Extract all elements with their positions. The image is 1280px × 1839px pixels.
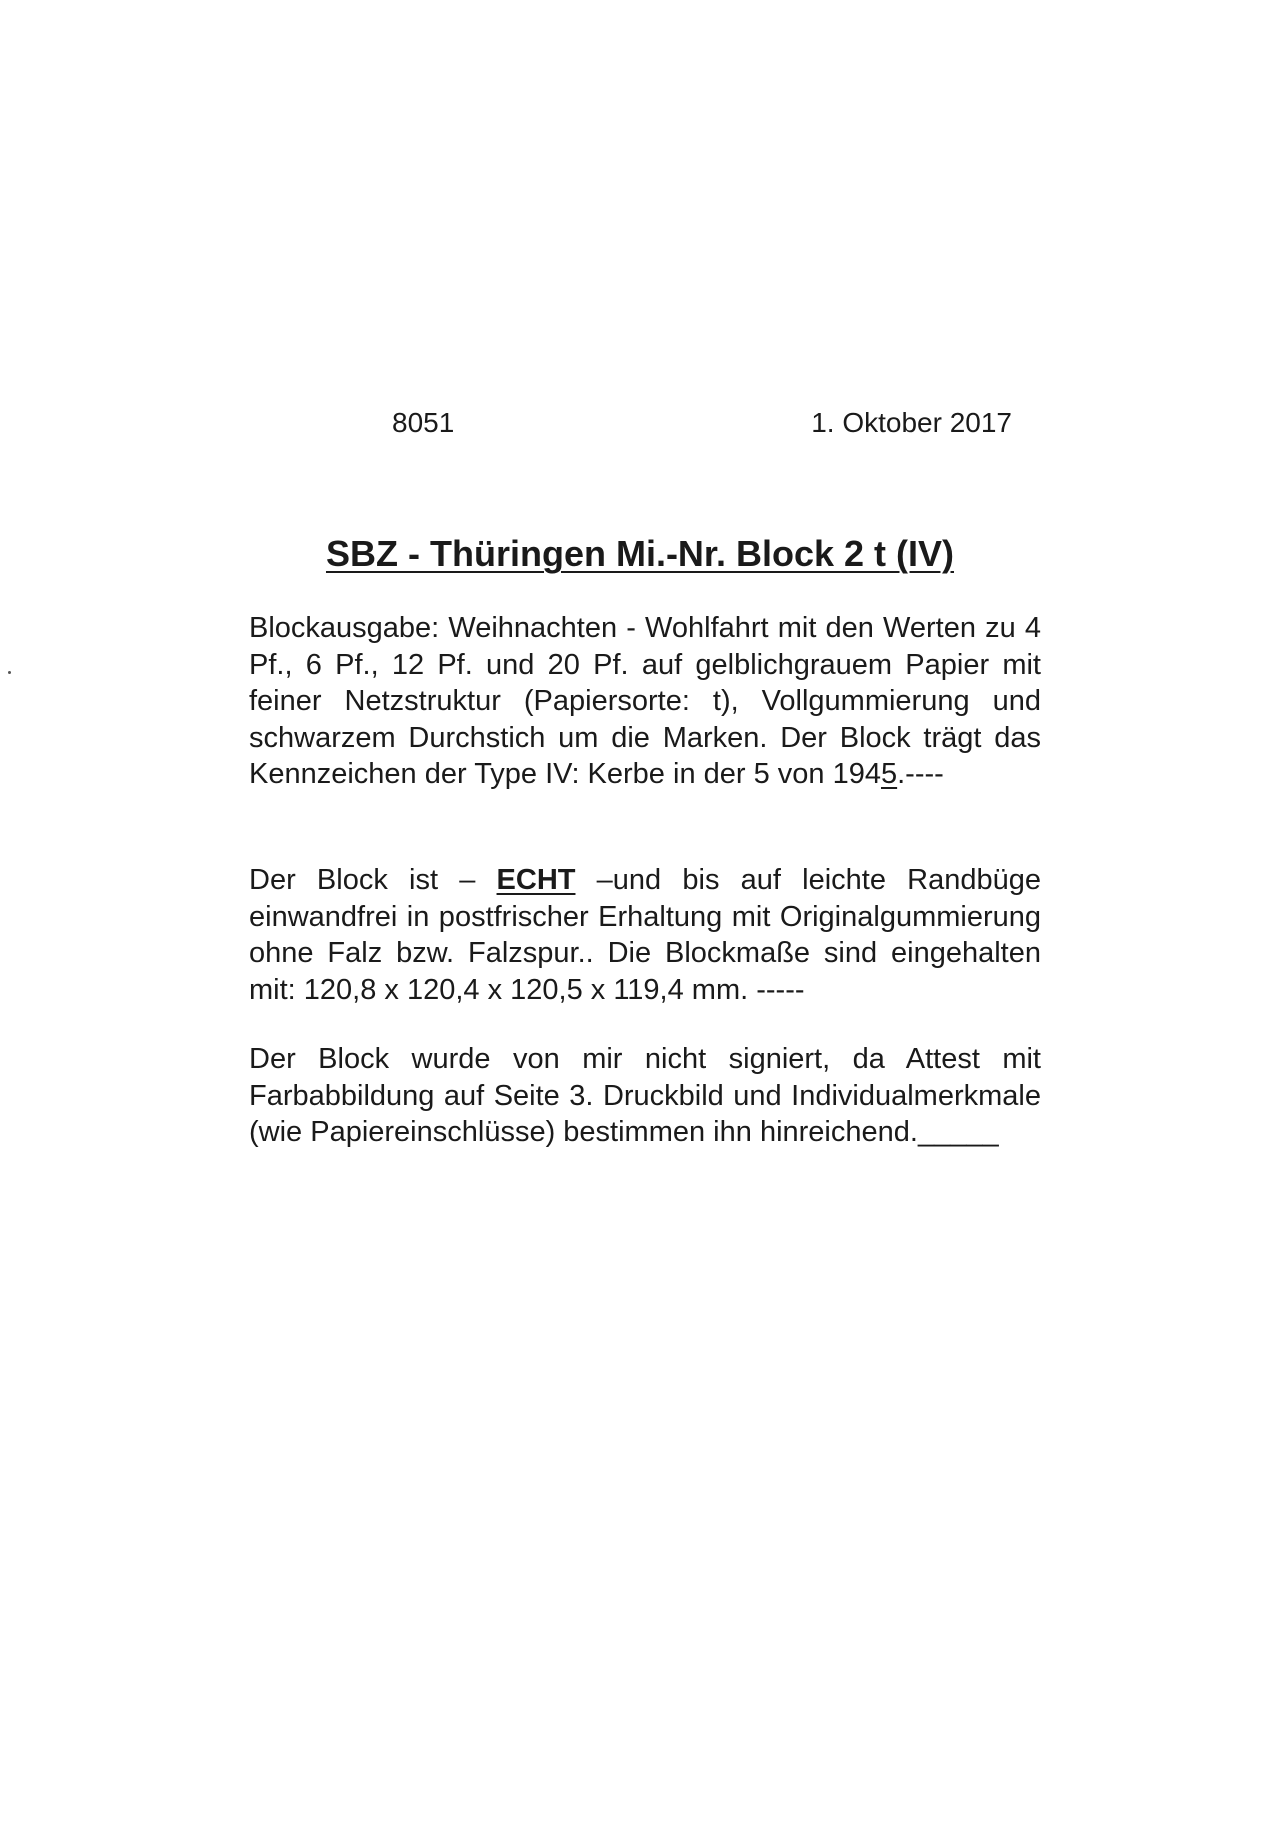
paragraph-authenticity-after: –und bis auf leichte Randbüge einwandfrei in postfrischer Erhaltung mit Originalgummierung ohne Falz bzw. Falzspur.. Die Blockmaße sind eingehalten mit: 120,8 x 120,4 x 120,5 x 119,4 mm. ----- xyxy=(249,864,1041,1006)
paragraph-signature-note xyxy=(249,1041,1041,1151)
paragraph-description-tail: .---- xyxy=(897,758,944,790)
document-date: 1. Oktober 2017 xyxy=(811,407,1012,438)
underlined-digit: 5 xyxy=(880,758,898,790)
paragraph-authenticity xyxy=(249,862,1041,1008)
paragraph-signature-text: Der Block wurde von mir nicht signiert, da Attest mit Farbabbildung auf Seite 3. Druckbild und Individualmerkmale (wie Papiereinschlüsse) bestimmen ihn hinreichend. xyxy=(249,1043,1041,1148)
document-title: SBZ - Thüringen Mi.-Nr. Block 2 t (IV) xyxy=(325,533,954,574)
paragraph-authenticity-before: Der Block ist – xyxy=(249,864,497,896)
paragraph-description xyxy=(249,610,1041,793)
scan-speck xyxy=(8,671,11,674)
authenticity-emphasis: ECHT xyxy=(496,864,576,896)
paragraph-description-text: Blockausgabe: Weihnachten - Wohlfahrt mit den Werten zu 4 Pf., 6 Pf., 12 Pf. und 20 Pf. auf gelblichgrauem Papier mit feiner Netzstruktur (Papiersorte: t), Vollgummierung und schwarzem Durchstich um die Marken. Der Block trägt das Kennzeichen der Type IV: Kerbe in der 5 von 194 xyxy=(249,612,1041,790)
document-number: 8051 xyxy=(392,407,455,438)
paragraph-signature-tail: _____ xyxy=(917,1116,999,1148)
